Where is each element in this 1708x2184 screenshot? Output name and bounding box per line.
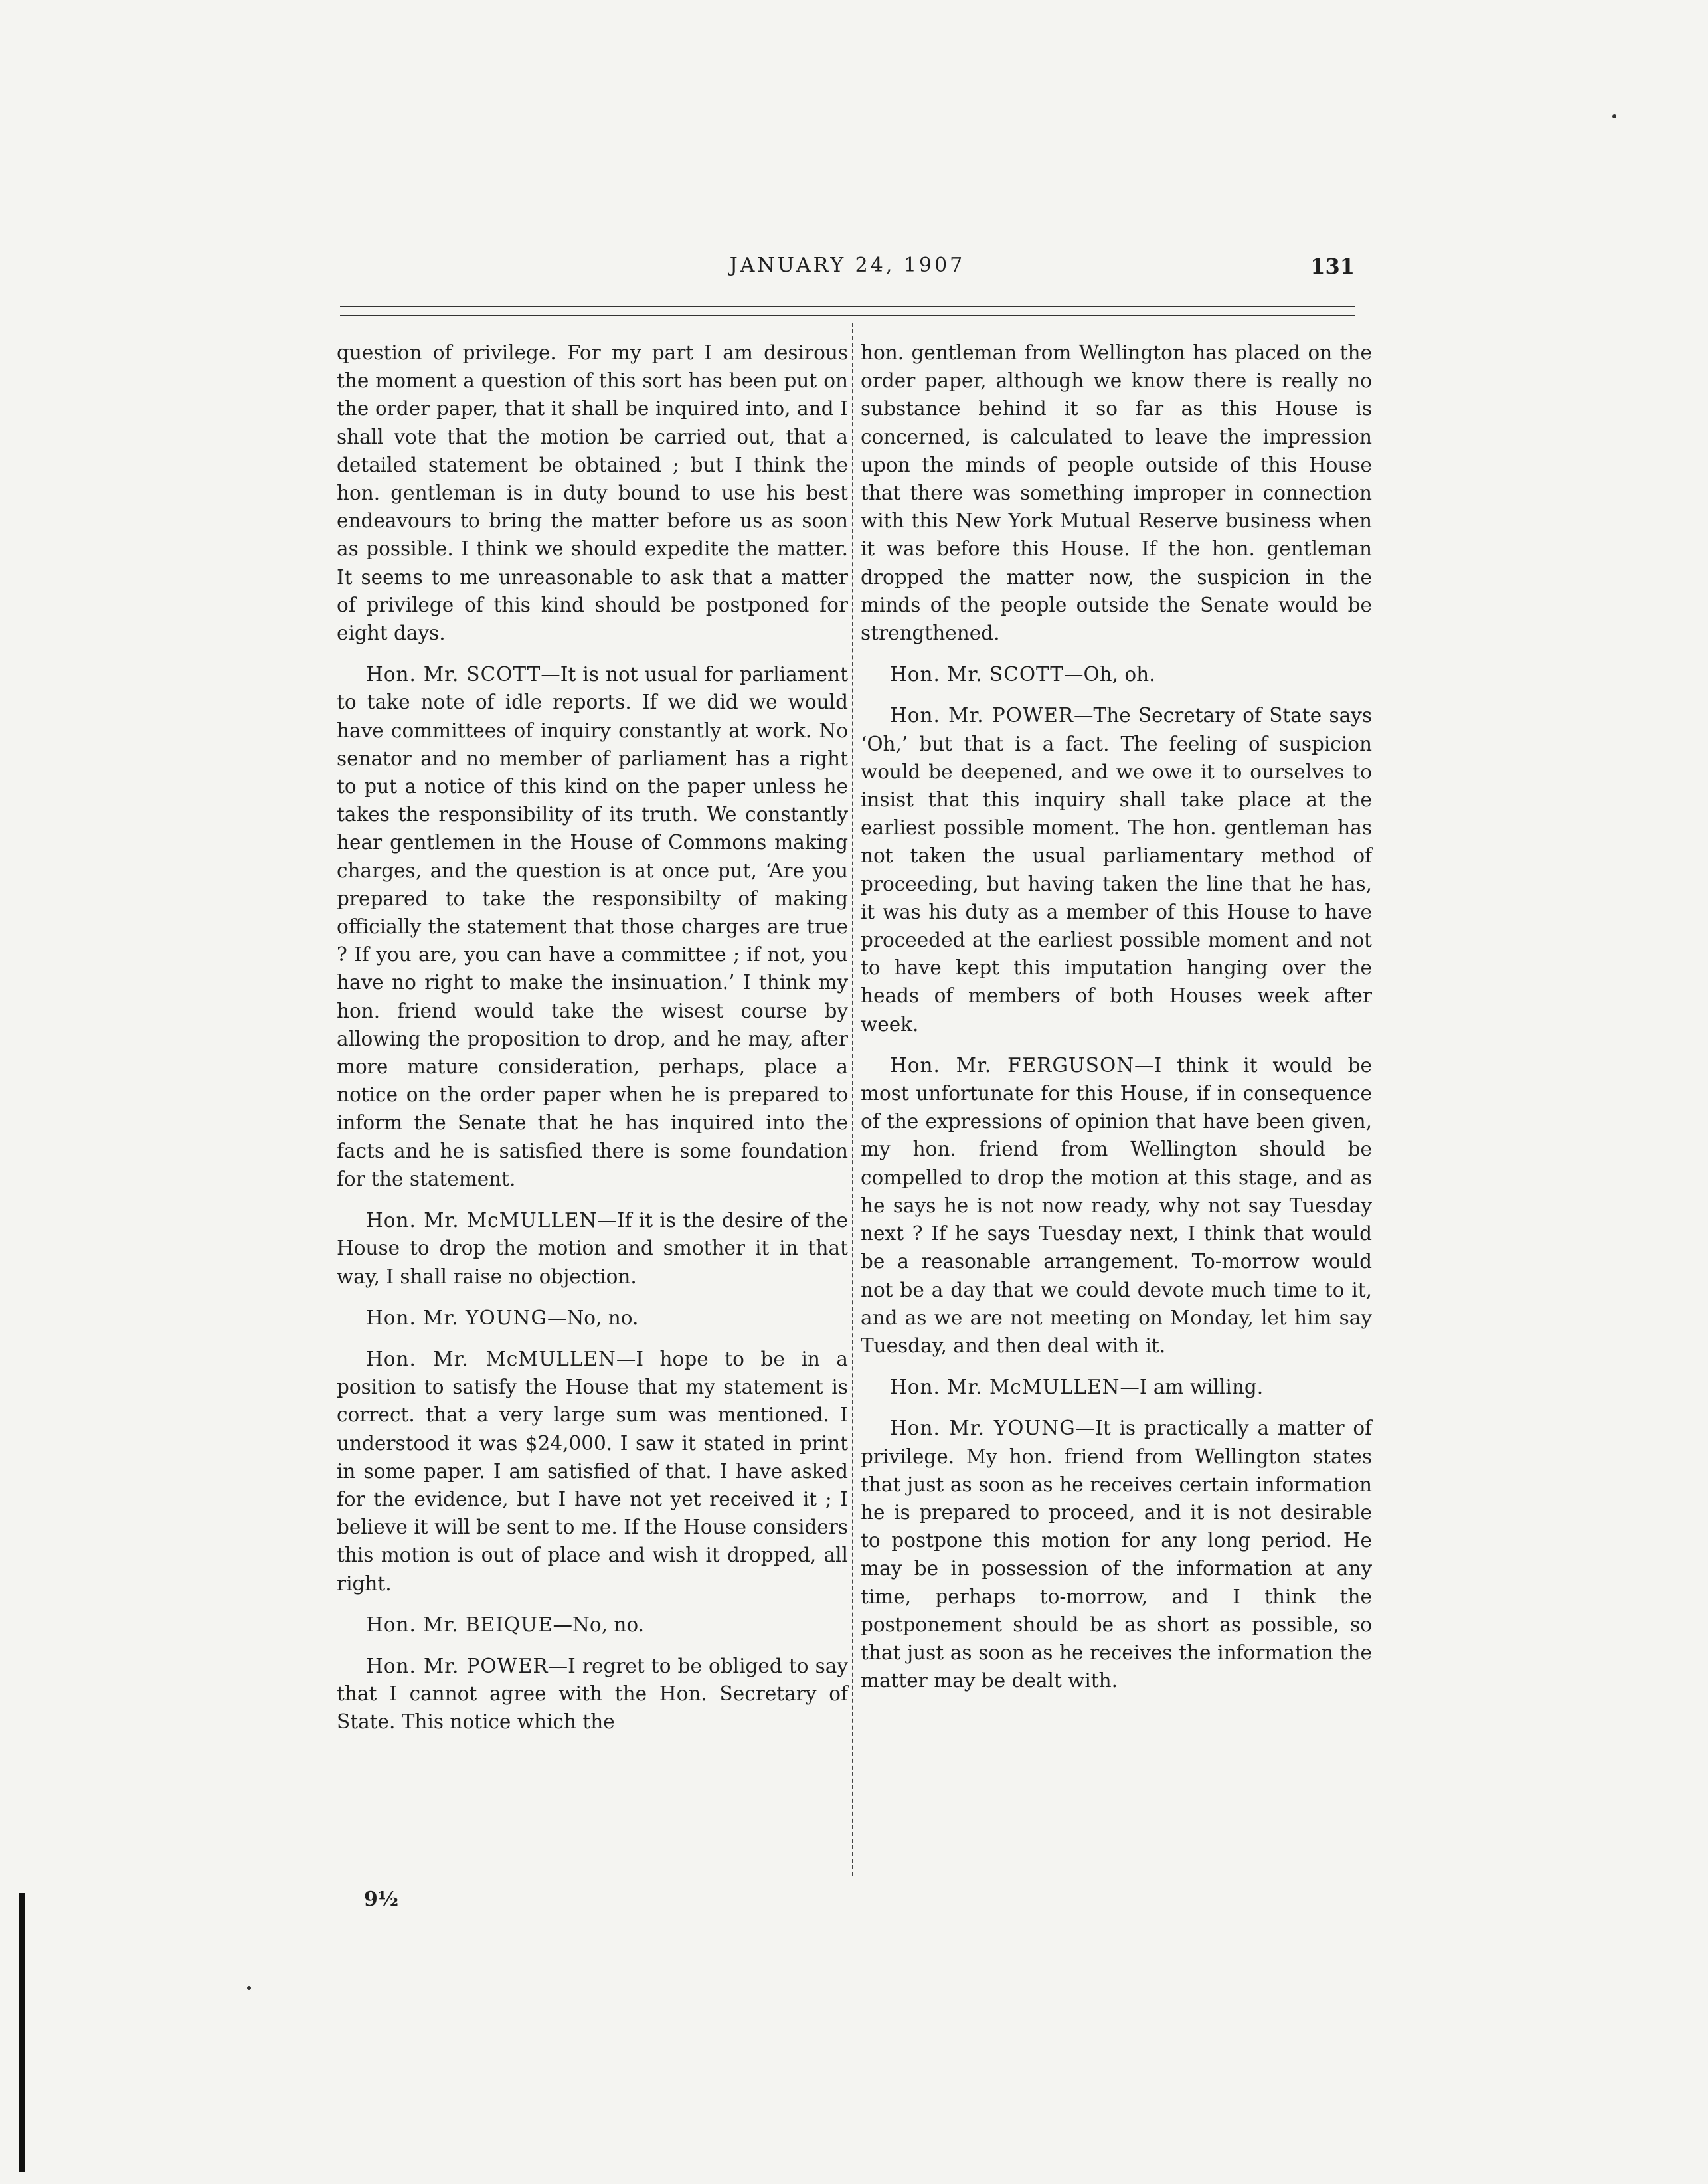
speech-text: —It is practically a matter of privilege. My hon. friend from Wellington states that just as soon as he receives certain information he is prepared to proceed, and it is not desirable to postpone this motion for any long period. He may be in possession of the information at any time, perhaps to-morrow, and I think the postponement should be as short as possible, so that just as soon as he receives the information the matter may be dealt with. — [861, 1417, 1373, 1692]
column-divider — [852, 323, 853, 1876]
header-rule-top — [340, 306, 1355, 307]
speck-mark — [247, 1986, 251, 1990]
speech-text: —No, no. — [547, 1306, 639, 1329]
speech — [861, 1051, 1372, 1360]
speech — [861, 701, 1372, 1038]
speech — [337, 1652, 848, 1736]
speech — [861, 1373, 1372, 1401]
speaker-name: Hon. Mr. SCOTT — [890, 663, 1064, 686]
speech — [337, 1304, 848, 1332]
speaker-name: Hon. Mr. McMULLEN — [366, 1209, 598, 1232]
paragraph-text: hon. gentleman from Wellington has placed on the order paper, although we know there is really no substance behind it so far as this House is concerned, is calculated to leave the impression upon the minds of people outside of this House that there was something improper in connection with this New York Mutual Reserve business when it was before this House. If the hon. gentleman dropped the matter now, the suspicion in the minds of the people outside the Senate would be strengthened. — [861, 341, 1372, 645]
speaker-name: Hon. Mr. SCOTT — [366, 663, 541, 686]
speech-text: —No, no. — [553, 1613, 644, 1636]
speech-text: —I am willing. — [1120, 1376, 1264, 1399]
speaker-name: Hon. Mr. YOUNG — [890, 1417, 1076, 1440]
speech — [861, 660, 1372, 688]
speech — [337, 1206, 848, 1291]
right-column — [861, 339, 1372, 1708]
left-column — [337, 339, 848, 1750]
paragraph — [861, 339, 1372, 647]
speech — [337, 660, 848, 1193]
speech-text: —I hope to be in a position to satisfy the House that my statement is correct. that a very large sum was mentioned. I understood it was $24,000. I saw it stated in print in some paper. I am satisfied of that. I have asked for the evidence, but I have not yet received it ; I believe it will be sent to me. If the House considers this motion is out of place and wish it dropped, all right. — [337, 1347, 848, 1595]
speaker-name: Hon. Mr. McMULLEN — [366, 1347, 616, 1370]
signature-mark: 9½ — [364, 1888, 399, 1911]
speech-text: —The Secretary of State says ‘Oh,’ but that is a fact. The feeling of suspicion would be deepened, and we owe it to ourselves to insist that this inquiry shall take place at the earliest possible moment. The hon. gentleman has not taken the usual parliamentary method of proceeding, but having taken the line that he has, it was his duty as a member of this House to have proceeded at the earliest possible moment and not to have kept this imputation hanging over the heads of members of both Houses week after week. — [861, 704, 1372, 1036]
paragraph-text: question of privilege. For my part I am desirous the moment a question of this sort has been put on the order paper, that it shall be inquired into, and I shall vote that the motion be carried out, that a detailed statement be obtained ; but I think the hon. gentleman is in duty bound to use his best endeavours to bring the matter before us as soon as possible. I think we should expedite the matter. It seems to me unreasonable to ask that a matter of privilege of this kind should be postponed for eight days. — [337, 341, 848, 645]
speech-text: —I regret to be obliged to say that I cannot agree with the Hon. Secretary of State. This notice which the — [337, 1654, 848, 1734]
speaker-name: Hon. Mr. McMULLEN — [890, 1376, 1120, 1399]
speech — [337, 1345, 848, 1597]
page-number: 131 — [1310, 254, 1355, 279]
speaker-name: Hon. Mr. YOUNG — [366, 1306, 547, 1329]
speaker-name: Hon. Mr. POWER — [366, 1654, 549, 1677]
speaker-name: Hon. Mr. POWER — [890, 704, 1074, 727]
speaker-name: Hon. Mr. FERGUSON — [890, 1053, 1135, 1077]
header-rule-bottom — [340, 315, 1355, 316]
paragraph — [337, 339, 848, 647]
speech-text: —I think it would be most unfortunate for this House, if in consequence of the expressions of opinion that have been given, my hon. friend from Wellington should be compelled to drop the motion at this stage, and as he says he is not now ready, why not say Tuesday next ? If he says Tuesday next, I think that would be a reasonable arrangement. To-morrow would not be a day that we could devote much time to it, and as we are not meeting on Monday, let him say Tuesday, and then deal with it. — [861, 1053, 1372, 1357]
speech-text: —If it is the desire of the House to drop the motion and smother it in that way, I shall raise no objection. — [337, 1209, 848, 1288]
running-head: JANUARY 24, 1907 — [729, 254, 966, 277]
speech-text: —It is not usual for parliament to take note of idle reports. If we did we would have committees of inquiry constantly at work. No senator and no member of parliament has a right to put a notice of this kind on the paper unless he takes the responsibility of its truth. We constantly hear gentlemen in the House of Commons making charges, and the question is at once put, ‘Are you prepared to take the responsibilty of making officially the statement that those charges are true ? If you are, you can have a committee ; if not, you have no right to make the insinuation.’ I think my hon. friend would take the wisest course by allowing the proposition to drop, and he may, after more mature consideration, perhaps, place a notice on the order paper when he is prepared to inform the Senate that he has inquired into the facts and he is satisfied there is some foundation for the statement. — [337, 663, 848, 1190]
page-header — [340, 254, 1355, 294]
speech — [337, 1611, 848, 1639]
binding-edge-mark — [19, 1893, 25, 2172]
speaker-name: Hon. Mr. BEIQUE — [366, 1613, 553, 1636]
speech — [861, 1414, 1372, 1694]
speck-mark — [1612, 114, 1616, 118]
speech-text: —Oh, oh. — [1063, 663, 1155, 686]
